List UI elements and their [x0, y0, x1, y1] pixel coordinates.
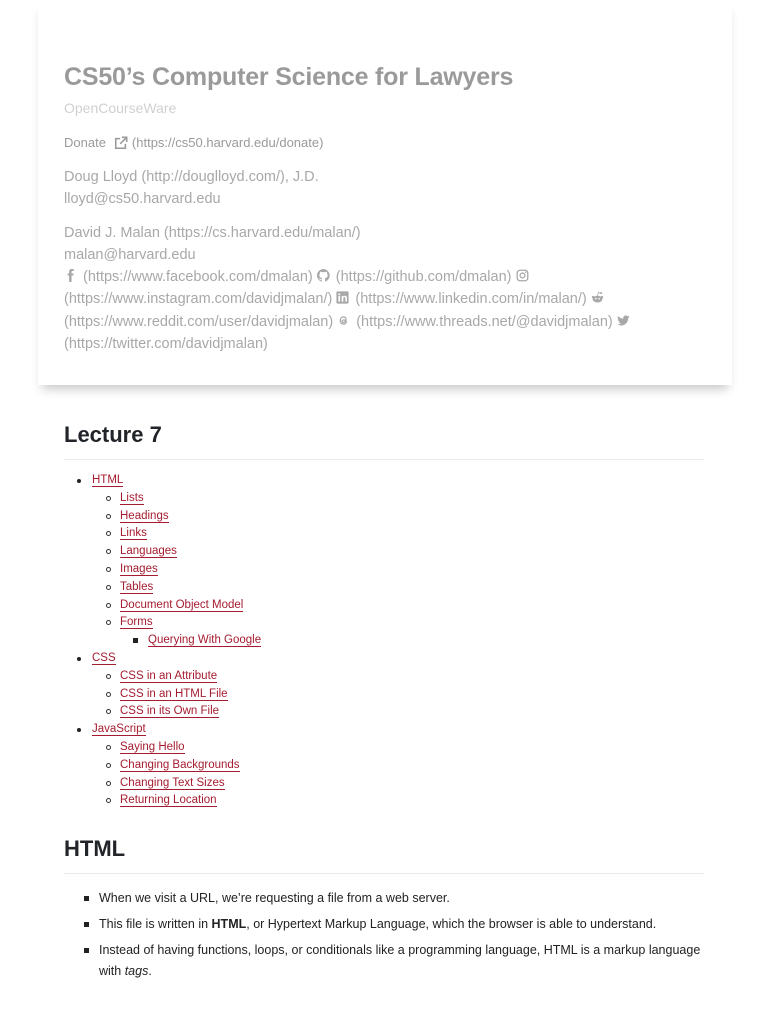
- twitter-icon[interactable]: [617, 314, 630, 327]
- toc-link[interactable]: Tables: [120, 580, 154, 593]
- toc-item: [92, 614, 704, 650]
- instructor-name-link[interactable]: David J. Malan (https://cs.harvard.edu/malan/): [64, 225, 361, 241]
- toc-item-css: [64, 650, 704, 721]
- list-item: [64, 888, 704, 909]
- toc-link[interactable]: JavaScript: [92, 723, 146, 736]
- note-bold-term: HTML: [211, 917, 247, 932]
- instagram-icon[interactable]: [516, 269, 529, 282]
- toc-link[interactable]: Returning Location: [120, 794, 217, 807]
- toc-link[interactable]: Languages: [120, 545, 177, 558]
- toc-link[interactable]: Changing Backgrounds: [120, 758, 240, 771]
- toc-link[interactable]: Document Object Model: [120, 598, 244, 611]
- reddit-link[interactable]: (https://www.reddit.com/user/davidjmalan): [64, 313, 334, 330]
- threads-link[interactable]: (https://www.threads.net/@davidjmalan): [356, 313, 613, 330]
- toc-link[interactable]: CSS in an HTML File: [120, 687, 228, 700]
- toc-item: [120, 632, 704, 650]
- toc-item: [92, 757, 704, 775]
- toc-item: [92, 508, 704, 526]
- note-text: When we visit a URL, we’re requesting a file from a web server.: [99, 891, 450, 906]
- instagram-link[interactable]: (https://www.instagram.com/davidjmalan/): [64, 291, 333, 308]
- facebook-icon[interactable]: [64, 269, 77, 282]
- course-header: [38, 0, 732, 385]
- table-of-contents: [64, 472, 704, 810]
- donate-url: (https://cs50.harvard.edu/donate): [131, 135, 324, 150]
- list-item: [64, 940, 704, 982]
- toc-item: [92, 490, 704, 508]
- toc-item: [92, 561, 704, 579]
- toc-item: [92, 792, 704, 810]
- toc-item-html: [64, 472, 704, 650]
- toc-link[interactable]: Querying With Google: [148, 634, 262, 647]
- twitter-link[interactable]: (https://twitter.com/davidjmalan): [64, 335, 268, 352]
- toc-link[interactable]: HTML: [92, 474, 124, 486]
- github-link[interactable]: (https://github.com/dmalan): [335, 269, 512, 285]
- toc-link[interactable]: Saying Hello: [120, 740, 185, 753]
- course-subtitle: OpenCourseWare: [64, 100, 177, 116]
- facebook-link[interactable]: (https://www.facebook.com/dmalan): [83, 269, 313, 285]
- toc-link[interactable]: CSS in its Own File: [120, 705, 220, 718]
- toc-link[interactable]: Links: [120, 527, 147, 540]
- external-link-icon: [114, 136, 128, 150]
- toc-item: [92, 525, 704, 543]
- toc-link[interactable]: Forms: [120, 616, 153, 629]
- lecture-title: Lecture 7: [64, 420, 704, 460]
- toc-item: [92, 597, 704, 615]
- linkedin-icon[interactable]: [336, 291, 349, 304]
- instructor-name-link[interactable]: Doug Lloyd (http://douglloyd.com/), J.D.: [64, 169, 319, 185]
- toc-item: [92, 739, 704, 757]
- list-item: [64, 914, 704, 935]
- toc-link[interactable]: Lists: [120, 491, 144, 504]
- toc-item-javascript: [64, 721, 704, 810]
- lecture-content: [64, 420, 704, 987]
- note-italic-term: tags: [124, 964, 149, 979]
- reddit-icon[interactable]: [591, 291, 604, 304]
- social-links: [64, 266, 704, 355]
- donate-link[interactable]: [64, 134, 704, 152]
- note-text: Instead of having functions, loops, or conditionals like a programming language, HTML is a markup language with: [99, 943, 701, 979]
- section-heading-html: HTML: [64, 834, 704, 874]
- linkedin-link[interactable]: (https://www.linkedin.com/in/malan/): [355, 291, 587, 308]
- course-title[interactable]: CS50’s Computer Science for Lawyers: [64, 63, 514, 91]
- toc-item: [92, 775, 704, 793]
- note-text: , or Hypertext Markup Language, which the browser is able to understand.: [246, 917, 657, 932]
- instructor-email[interactable]: lloyd@cs50.harvard.edu: [64, 191, 221, 207]
- github-icon[interactable]: [317, 269, 330, 282]
- toc-link[interactable]: Changing Text Sizes: [120, 776, 225, 789]
- toc-item: [92, 579, 704, 597]
- toc-item: [92, 703, 704, 721]
- toc-item: [92, 668, 704, 686]
- instructor-david-malan: [64, 222, 704, 266]
- instructor-doug-lloyd: [64, 166, 704, 210]
- toc-item: [92, 543, 704, 561]
- toc-item: [92, 686, 704, 704]
- donate-label[interactable]: Donate: [64, 135, 106, 150]
- html-notes-list: [64, 888, 704, 982]
- note-text: This file is written in: [99, 917, 212, 932]
- threads-icon[interactable]: [337, 314, 350, 327]
- toc-link[interactable]: CSS: [92, 651, 116, 664]
- toc-link[interactable]: CSS in an Attribute: [120, 669, 218, 682]
- toc-link[interactable]: Headings: [120, 509, 169, 522]
- toc-link[interactable]: Images: [120, 562, 158, 575]
- instructor-email[interactable]: malan@harvard.edu: [64, 247, 196, 263]
- note-text: .: [148, 964, 152, 979]
